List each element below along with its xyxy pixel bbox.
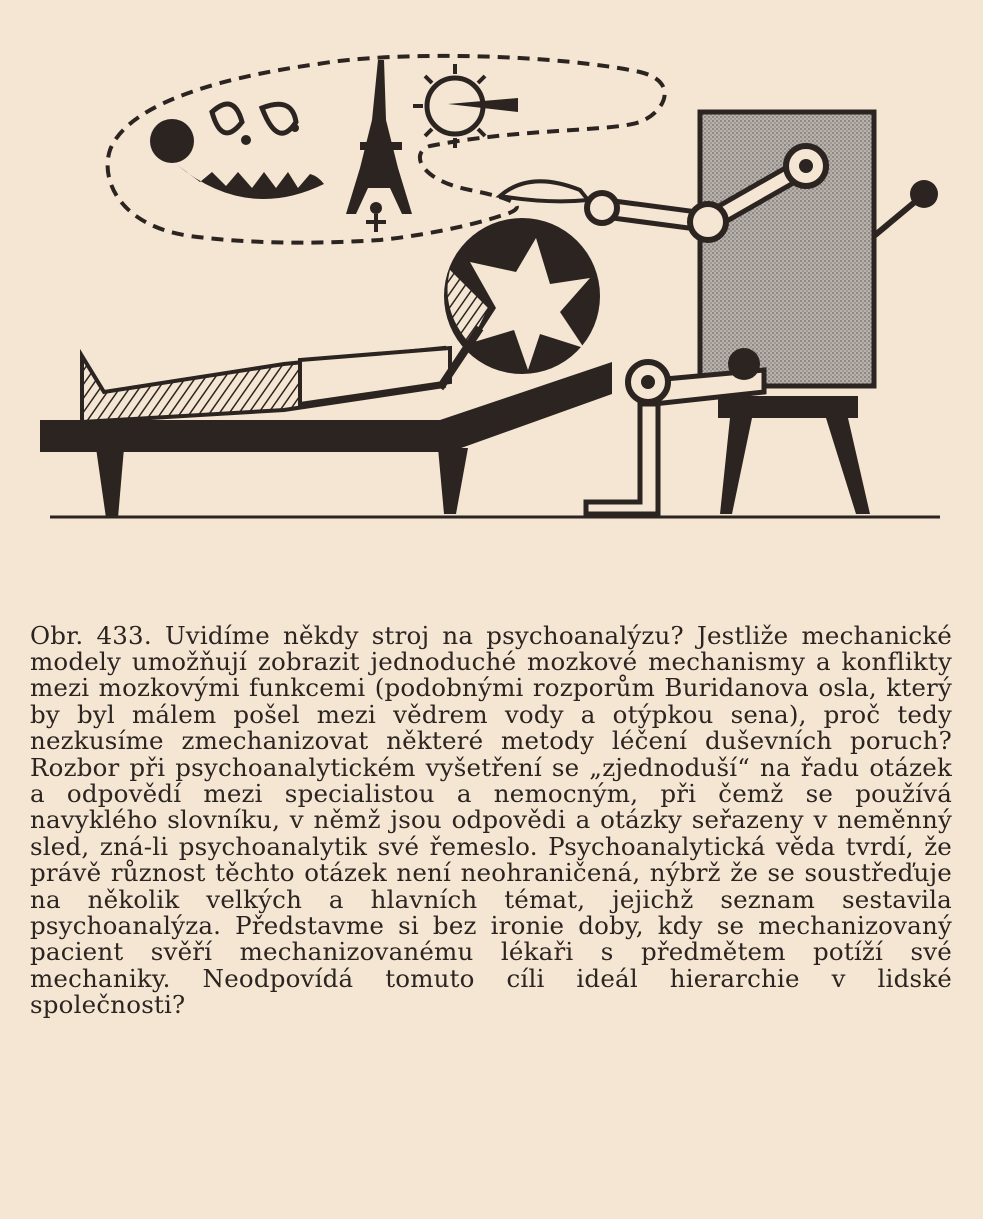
figure-label: Obr. 433.: [30, 620, 152, 650]
patient-body: [82, 328, 480, 422]
caption-body: Uvidíme někdy stroj na psychoanalýzu? Jestliže mechanické modely umožňují zobrazit jednoduché mozkové mechanismy a konflikty mezi mozkovými funkcemi (podobnými rozporům Buridanova osla, který by byl málem pošel mezi vědrem vody a otýpkou sena), proč tedy nezkusíme zmechanizovat některé metody léčení duševních poruch? Rozbor při psychoanalytickém vyšetření se „zjednoduší“ na řadu otázek a odpovědí mezi specialistou a nemocným, při čemž se používá navyklého slovníku, v němž jsou odpovědi a otázky seřazeny v neměnný sled, zná-li psychoanalytik své řemeslo. Psychoanalytická věda tvrdí, že právě různost těchto otázek není neohraničená, nýbrž že se soustřeďuje na několik velkých a hlavních témat, jejichž seznam sestavila psychoanalýza. Představme si bez ironie doby, kdy se mechanizovaný pacient svěří mechanizovanému lékaři s předmětem potíží své mechaniky. Neodpovídá tomuto cíli ideál hierarchie v lidské společnosti?: [30, 620, 952, 1020]
machine-knob: [910, 180, 938, 208]
figure-caption: [30, 620, 952, 1020]
psychoanalysis-machine-illustration: [0, 0, 983, 560]
